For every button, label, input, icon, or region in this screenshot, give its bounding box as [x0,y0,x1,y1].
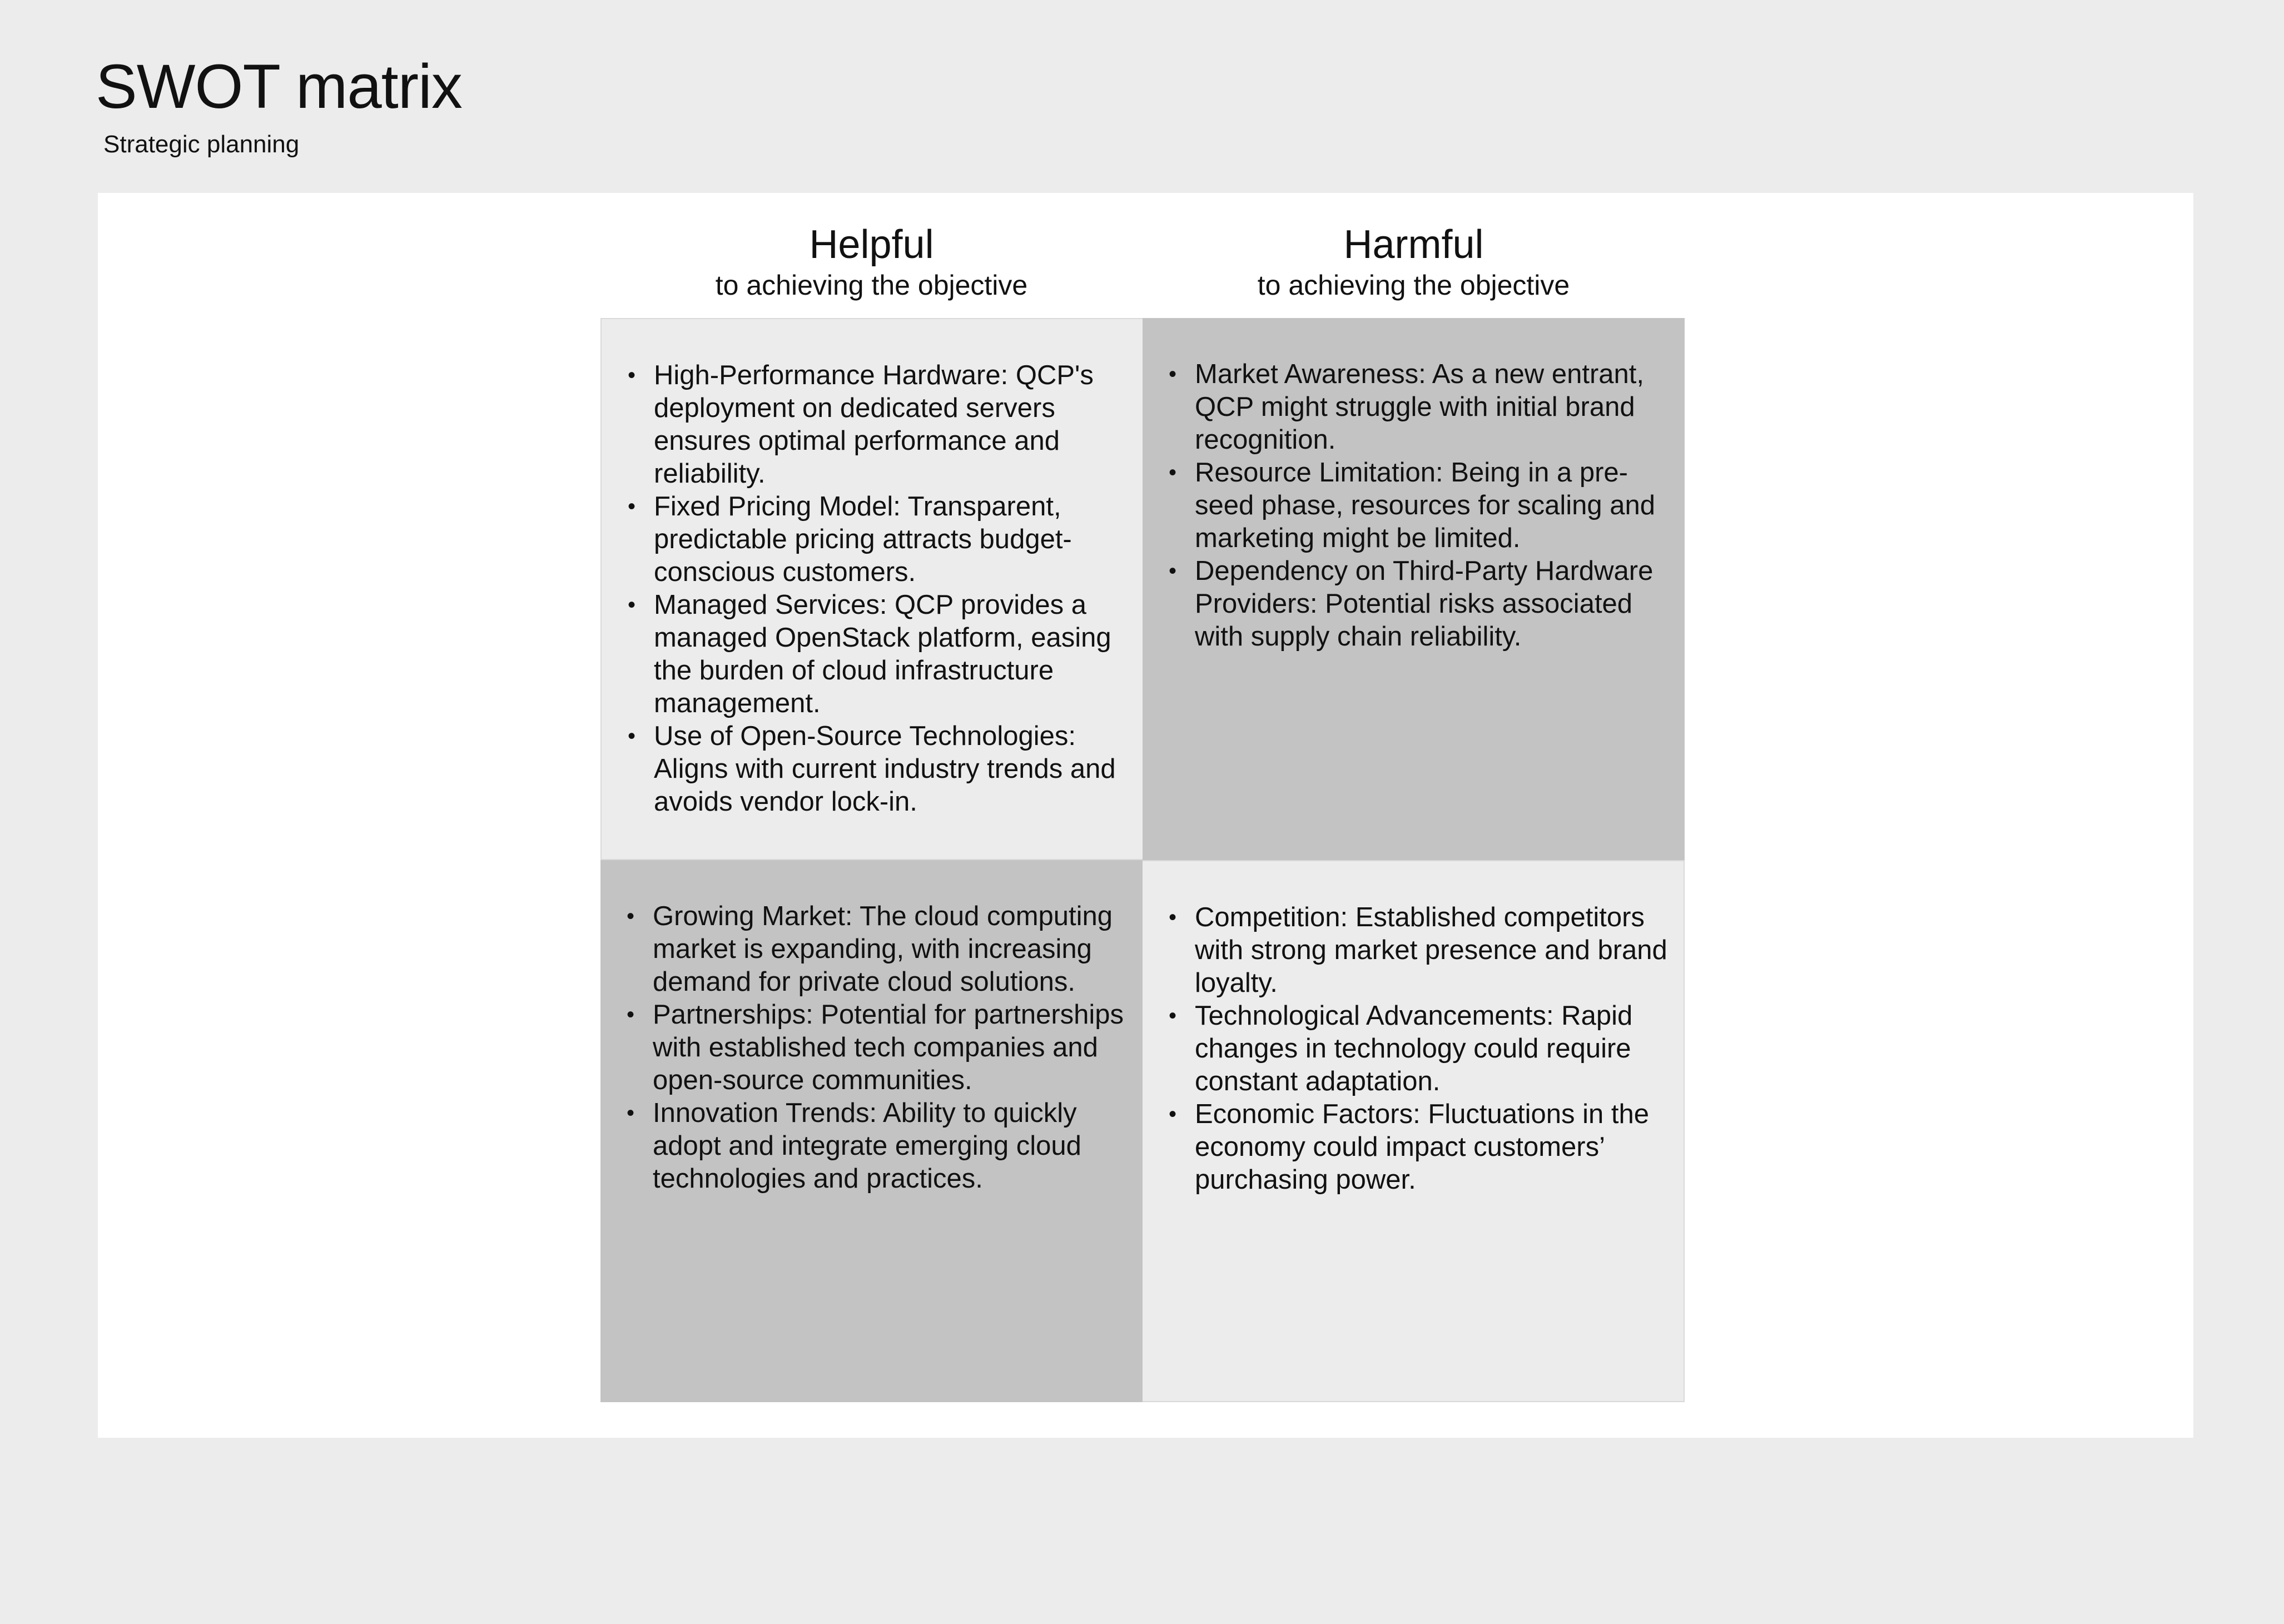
bullet-icon: • [1168,905,1176,930]
bullet-icon: • [626,1101,634,1125]
bullet-icon: • [1168,460,1176,485]
bullet-icon: • [626,1002,634,1027]
column-subtitle-helpful: to achieving the objective [715,270,1028,301]
list-item [613,359,1135,490]
strengths-list [613,359,1135,818]
threat-text: Competition: Established competitors with strong market presence and brand loyalty. [1195,902,1667,998]
weaknesses-quadrant [1143,318,1685,860]
strength-text: High-Performance Hardware: QCP's deployment on dedicated servers ensures optimal performance and reliability. [654,360,1094,489]
bullet-icon: • [626,904,634,928]
bullet-icon: • [627,593,635,617]
list-item [613,720,1135,818]
bullet-icon: • [627,724,635,748]
opportunities-quadrant [600,860,1143,1402]
weakness-text: Dependency on Third-Party Hardware Providers: Potential risks associated with supply chain reliability. [1195,556,1654,652]
list-item [1154,555,1677,653]
bullet-icon: • [1168,362,1176,386]
threat-text: Economic Factors: Fluctuations in the economy could impact customers’ purchasing power. [1195,1099,1650,1195]
list-item [1154,901,1676,1000]
threats-list [1154,901,1676,1196]
bullet-icon: • [1168,559,1176,583]
opportunities-list [612,900,1135,1195]
weaknesses-list [1154,358,1677,653]
strength-text: Use of Open-Source Technologies: Aligns with current industry trends and avoids vendor lock-in. [654,721,1116,817]
column-header-harmful [1143,221,1685,302]
weakness-text: Resource Limitation: Being in a pre-seed phase, resources for scaling and marketing might be limited. [1195,458,1656,553]
list-item [1154,1098,1676,1196]
bullet-icon: • [627,494,635,519]
opportunity-text: Innovation Trends: Ability to quickly adopt and integrate emerging cloud technologies and practices. [653,1098,1081,1194]
column-title-harmful: Harmful [1343,222,1484,267]
opportunity-text: Growing Market: The cloud computing market is expanding, with increasing demand for private cloud solutions. [653,901,1113,997]
strengths-quadrant [600,318,1143,860]
page-title: SWOT matrix [96,52,462,121]
list-item [613,490,1135,589]
list-item [612,900,1135,999]
column-title-helpful: Helpful [809,222,934,267]
swot-canvas [98,193,2193,1438]
strength-text: Fixed Pricing Model: Transparent, predictable pricing attracts budget-conscious customers. [654,491,1072,587]
list-item [612,1097,1135,1195]
bullet-icon: • [627,363,635,388]
column-subtitle-harmful: to achieving the objective [1257,270,1570,301]
column-header-helpful [600,221,1143,302]
list-item [613,589,1135,720]
list-item [1154,358,1677,456]
page-subtitle: Strategic planning [103,131,300,158]
opportunity-text: Partnerships: Potential for partnerships with established tech companies and open-source communities. [653,1000,1124,1095]
weakness-text: Market Awareness: As a new entrant, QCP might struggle with initial brand recognition. [1195,359,1645,455]
threats-quadrant [1143,860,1685,1402]
list-item [612,999,1135,1097]
list-item [1154,456,1677,555]
strength-text: Managed Services: QCP provides a managed OpenStack platform, easing the burden of cloud infrastructure management. [654,590,1111,718]
bullet-icon: • [1168,1004,1176,1028]
list-item [1154,1000,1676,1098]
bullet-icon: • [1168,1102,1176,1126]
threat-text: Technological Advancements: Rapid changes in technology could require constant adaptation. [1195,1001,1633,1096]
